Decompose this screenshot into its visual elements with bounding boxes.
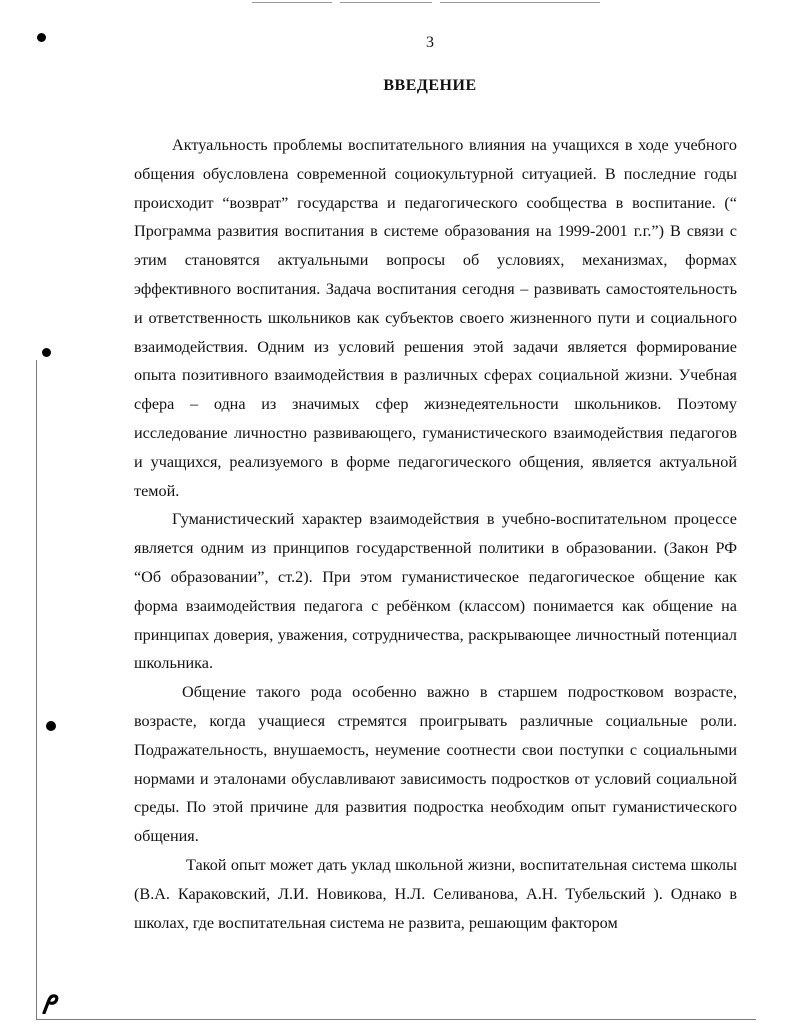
punch-hole-mark — [46, 721, 56, 731]
scan-artifact-margin-line — [36, 360, 37, 1020]
page-title: ВВЕДЕНИЕ — [383, 77, 477, 94]
scan-artifact-line — [440, 2, 600, 3]
paragraph: Гуманистический характер взаимодействия в учебно-воспитательном процессе является одним из принципов государственной политики в образовании. (Закон РФ “Об образовании”, ст.2). При этом гуманистическое педагогическое общение как форма взаимодействия педагога с ребёнком (классом) понимается как общение на принципах доверия, уважения, сотрудничества, раскрывающее личностный потенциал школьника. — [134, 510, 737, 673]
body-text — [134, 131, 737, 937]
scan-artifact-hook-mark — [40, 992, 62, 1014]
scan-artifact-line — [340, 2, 432, 3]
paragraph: Такой опыт может дать уклад школьной жизни, воспитательная система школы (В.А. Караковский, Л.И. Новикова, Н.Л. Селиванова, А.Н. Тубельский ). Однако в школах, где воспитательная система не развита, решающим фактором — [134, 855, 737, 932]
paragraph: Общение такого рода особенно важно в старшем подростковом возрасте, возрасте, когда учащиеся стремятся проигрывать различные социальные роли. Подражательность, внушаемость, неумение соотнести свои поступки с социальными нормами и эталонами обуславливают зависимость подростков от условий социальной среды. По этой причине для развития подростка необходим опыт гуманистического общения. — [134, 683, 737, 846]
scan-artifact-line — [252, 2, 332, 3]
scan-artifact-bottom-line — [36, 1019, 756, 1020]
paragraph: Актуальность проблемы воспитательного влияния на учащихся в ходе учебного общения обусловлена современной социокультурной ситуацией. В последние годы происходит “возврат” государства и педагогического сообщества в воспитание. (“ Программа развития воспитания в системе образования на 1999-2001 г.г.”) В связи с этим становятся актуальными вопросы об условиях, механизмах, формах эффективного воспитания. Задача воспитания сегодня – развивать самостоятельность и ответственность школьников как субъектов своего жизненного пути и социального взаимодействия. Одним из условий решения этой задачи является формирование опыта позитивного взаимодействия в различных сферах социальной жизни. Учебная сфера – одна из значимых сфер жизнедеятельности школьников. Поэтому исследование личностно развивающего, гуманистического взаимодействия педагогов и учащихся, реализуемого в форме педагогического общения, является актуальной темой. — [134, 136, 737, 500]
page-number: 3 — [426, 34, 434, 51]
punch-hole-mark — [42, 348, 51, 357]
